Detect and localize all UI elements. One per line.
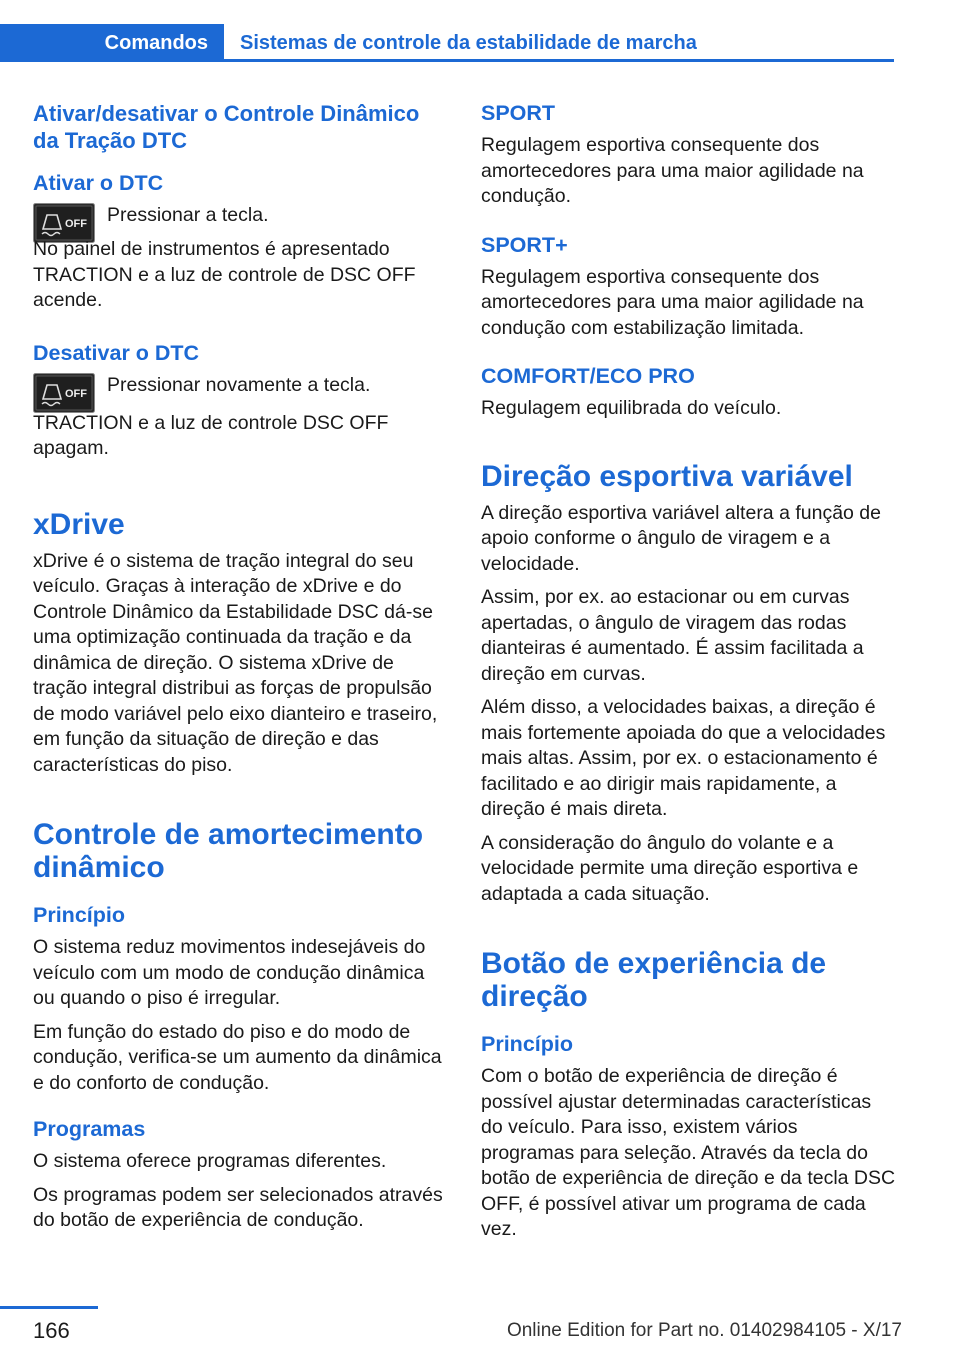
heading-amortecimento: Controle de amortecimento dinâmico — [33, 818, 424, 884]
programas-text-1: O sistema oferece programas diferentes. — [33, 1150, 387, 1172]
dsc-off-label: OFF — [65, 387, 87, 400]
direcao-text-3: Além disso, a velocidades baixas, a direção é mais fortemente apoiada do que a velocidades mais altas. Assim, por ex. o estacionamento é facilitado e ao dirigir mais rapidamente, a direção é mais direta. — [481, 696, 886, 820]
page-number: 166 — [33, 1318, 70, 1343]
comfort-text: Regulagem equilibrada do veículo. — [481, 397, 782, 419]
edition-note: Online Edition for Part no. 01402984105 - X/17 — [506, 1320, 902, 1341]
section-title[interactable]: Sistemas de controle da estabilidade de marcha — [240, 31, 697, 54]
heading-principio: Princípio — [33, 903, 125, 927]
left-column — [33, 100, 449, 1242]
direcao-text-1: A direção esportiva variável altera a função de apoio conforme o ângulo de viragem e a velocidade. — [481, 501, 881, 575]
sport-plus-text: Regulagem esportiva consequente dos amortecedores para uma maior agilidade na condução com estabilização limitada. — [481, 265, 864, 339]
xdrive-text: xDrive é o sistema de tração integral do seu veículo. Graças à interação de xDrive e do Controle Dinâmico da Estabilidade DSC dá-se uma optimização continuada da tração e da dinâmica de direção. O sistema xDrive de tração integral distribui as forças de propulsão de modo variável pelo eixo dianteiro e traseiro, em função da situação de direção e das características do piso. — [33, 549, 438, 776]
desativar-note: TRACTION e a luz de controle DSC OFF apagam. — [33, 411, 389, 459]
heading-xdrive: xDrive — [33, 507, 125, 541]
heading-dtc: Ativar/desativar o Controle Dinâmico da Tração DTC — [33, 101, 420, 153]
page-header — [0, 0, 960, 64]
heading-sport: SPORT — [481, 101, 556, 125]
principio-text-2: Em função do estado do piso e do modo de condução, verifica-se um aumento da dinâmica e do conforto de condução. — [33, 1020, 442, 1094]
desativar-step: Pressionar novamente a tecla. — [107, 373, 371, 396]
heading-botao-experiencia: Botão de experiência de direção — [481, 947, 827, 1013]
direcao-text-4: A consideração do ângulo do volante e a velocidade permite uma direção esportiva e adaptada a cada situação. — [481, 831, 859, 905]
right-column — [481, 100, 896, 1251]
sport-text: Regulagem esportiva consequente dos amortecedores para uma maior agilidade na condução. — [481, 134, 864, 207]
heading-ativar-dtc: Ativar o DTC — [33, 171, 164, 195]
heading-sport-plus: SPORT+ — [481, 232, 568, 257]
heading-principio-2: Princípio — [481, 1032, 573, 1056]
dsc-off-label: OFF — [65, 218, 87, 230]
programas-text-2: Os programas podem ser selecionados através do botão de experiência de condução. — [33, 1183, 443, 1231]
ativar-note: No painel de instrumentos é apresentado TRACTION e a luz de controle de DSC OFF acende. — [33, 238, 416, 311]
dsc-off-button-icon — [33, 373, 95, 413]
ativar-step: Pressionar a tecla. — [107, 204, 269, 226]
heading-programas: Programas — [33, 1117, 146, 1141]
heading-desativar-dtc: Desativar o DTC — [33, 340, 200, 365]
desativar-text — [107, 373, 370, 407]
direcao-text-2: Assim, por ex. ao estacionar ou em curvas apertadas, o ângulo de viragem das rodas dianteiras é aumentado. É assim facilitada a direção em curvas. — [481, 586, 864, 685]
ativar-text — [107, 203, 269, 237]
botao-text: Com o botão de experiência de direção é possível ajustar determinadas características do veículo. Para isso, existem vários programas para seleção. Através da tecla do botão de experiência de direção e da tecla DSC OFF, é possível ativar um programa de cada vez. — [481, 1065, 896, 1240]
header-rule — [224, 59, 894, 62]
heading-direcao-esportiva: Direção esportiva variável — [481, 459, 853, 493]
chapter-tab[interactable]: Comandos — [0, 24, 224, 62]
heading-comfort-eco-pro: COMFORT/ECO PRO — [481, 364, 695, 388]
desativar-row — [33, 373, 449, 413]
footer-rule — [0, 1306, 98, 1309]
principio-text-1: O sistema reduz movimentos indesejáveis do veículo com um modo de condução dinâmica ou quando o piso é irregular. — [33, 936, 426, 1009]
